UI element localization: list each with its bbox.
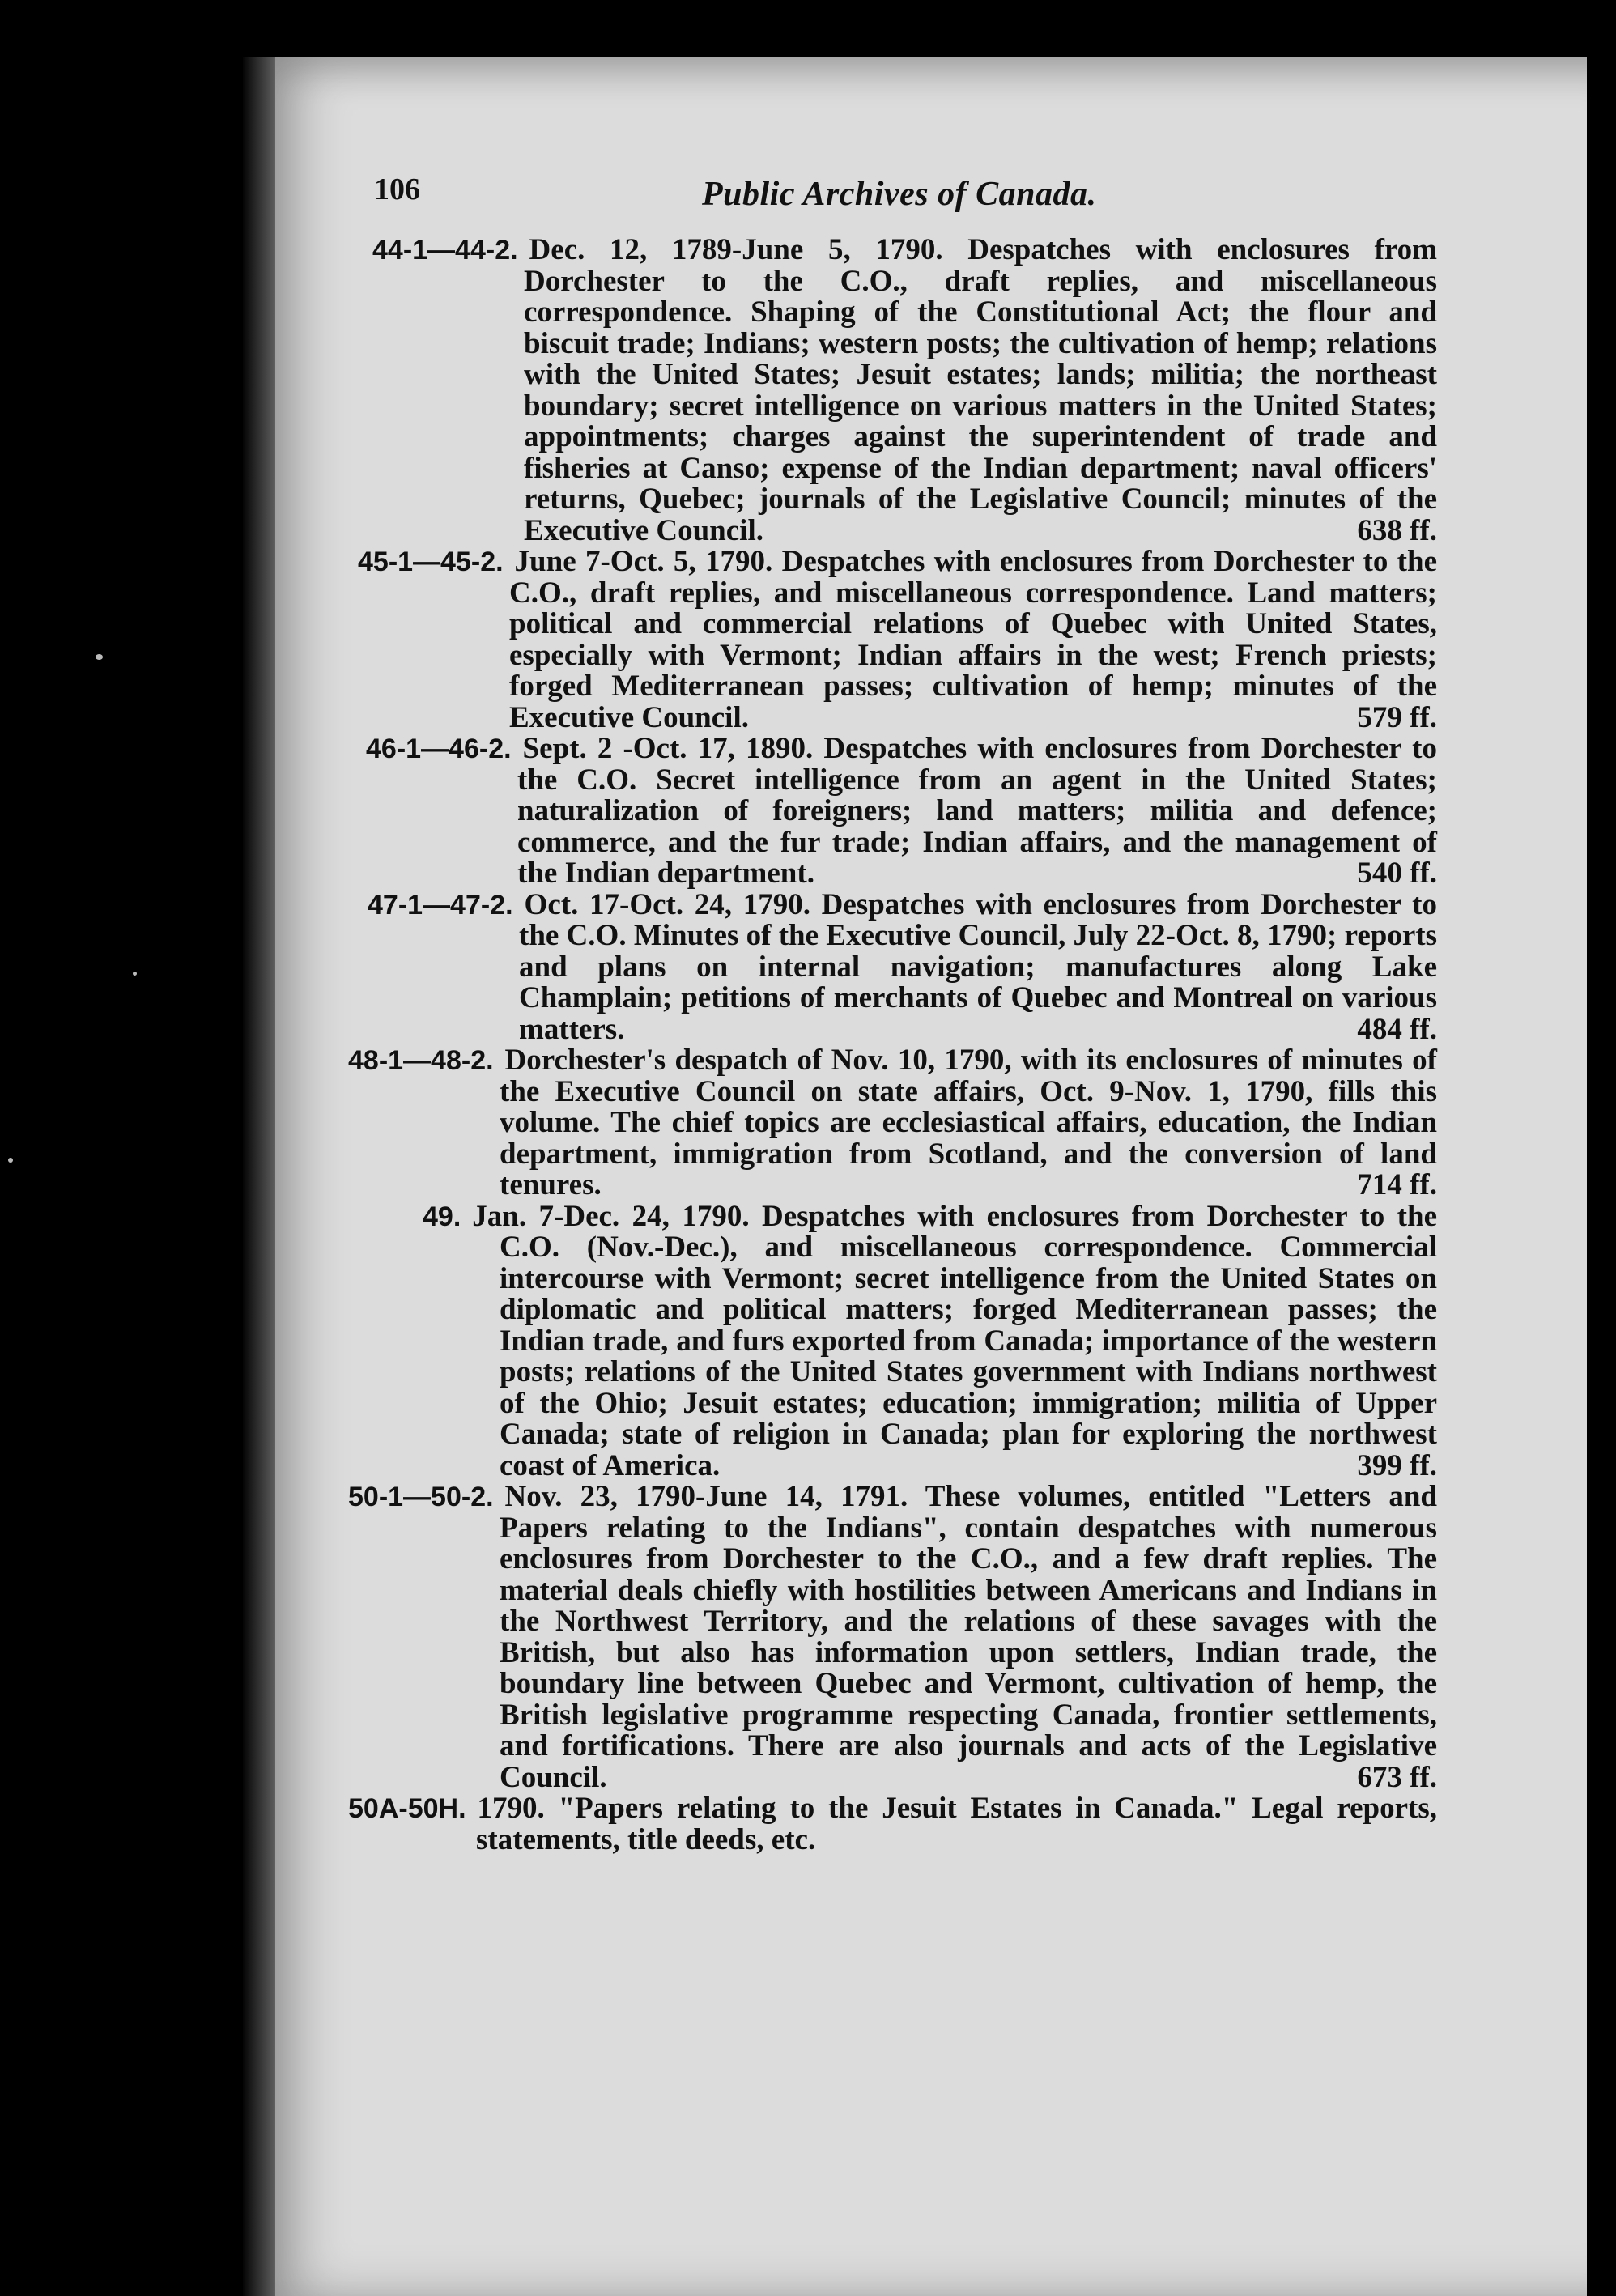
entry-description: Dec. 12, 1789-June 5, 1790. Despatches with enclosures from Dorchester to the C.O., draft replies, and miscellaneous correspondence. Shaping of the Constitutional Act; the flour and biscuit trade; Indians; western posts; the cultivation of hemp; relations with the United States; Jesuit estates; lands; militia; the northeast boundary; secret intelligence on various matters in the United States; appointments; charges against the superintendent of trade and fisheries at Canso; expense of the Indian department; naval officers' returns, Quebec; journals of the Legislative Council; minutes of the Executive Council.	[524, 233, 1437, 547]
entry-description: Jan. 7-Dec. 24, 1790. Despatches with enclosures from Dorchester to the C.O. (Nov.-Dec.), and miscellaneous correspondence. Commercial intercourse with Vermont; secret intelligence from the United States on diplomatic and political matters; forged Mediterranean passes; the Indian trade, and furs exported from Canada; importance of the western posts; relations of the United States government with Indians northwest of the Ohio; Jesuit estates; education; immigration; militia of Upper Canada; state of religion in Canada; plan for exploring the northwest coast of America.	[472, 1199, 1437, 1482]
volume-id: 47-1—47-2.	[368, 889, 513, 921]
entry-description: Dorchester's despatch of Nov. 10, 1790, with its enclosures of minutes of the Executive Council on state affairs, Oct. 9-Nov. 1, 1790, fills this volume. The chief topics are ecclesiastical affairs, education, the Indian department, immigration from Scotland, and the conversion of land tenures.	[500, 1044, 1437, 1201]
volume-id: 50A-50H.	[348, 1793, 466, 1824]
entry-description: Oct. 17-Oct. 24, 1790. Despatches with enclosures from Dorchester to the C.O. Minutes of the Executive Council, July 22-Oct. 8, 1790; reports and plans on internal navigation; manufactures along Lake Champlain; petitions of merchants of Quebec and Montreal on various matters.	[519, 887, 1437, 1046]
entry-description: Nov. 23, 1790-June 14, 1791. These volumes, entitled "Letters and Papers relating to the Indians", contain despatches with numerous enclosures from Dorchester to the C.O., and a few draft replies. The material deals chiefly with hostilities between Americans and Indians in the Northwest Territory, and the relations of these savages with the British, but also has information upon settlers, Indian trade, the boundary line between Quebec and Vermont, cultivation of hemp, the British legislative programme respecting Canada, frontier settlements, and fortifications. There are also journals and acts of the Legislative Council.	[500, 1480, 1437, 1794]
entry-description: June 7-Oct. 5, 1790. Despatches with enclosures from Dorchester to the C.O., draft replies, and miscellaneous correspondence. Land matters; political and commercial relations of Quebec with United States, especially with Vermont; Indian affairs in the west; French priests; forged Mediterranean passes; cultivation of hemp; minutes of the Executive Council.	[509, 545, 1437, 734]
calendar-entry	[423, 1201, 1437, 1482]
calendar-entry	[366, 733, 1437, 890]
calendar-entry	[358, 546, 1437, 733]
volume-id: 48-1—48-2.	[348, 1045, 494, 1076]
volume-id: 50-1—50-2.	[348, 1482, 494, 1512]
folio-count: 714 ff.	[1357, 1168, 1437, 1201]
calendar-entry	[372, 235, 1437, 546]
calendar-entry	[348, 1045, 1437, 1201]
page-header	[374, 172, 1443, 220]
calendar-entry	[368, 887, 1437, 1046]
folio-count: 399 ff.	[1357, 1448, 1437, 1482]
scan-speck	[96, 654, 103, 660]
scan-border	[1587, 0, 1616, 2296]
calendar-entries	[348, 235, 1437, 1856]
folio-count: 540 ff.	[1357, 857, 1437, 890]
folio-count: 579 ff.	[1357, 700, 1437, 734]
scan-speck	[133, 972, 137, 976]
calendar-entry	[348, 1482, 1437, 1793]
volume-id: 49.	[423, 1201, 461, 1232]
volume-id: 46-1—46-2.	[366, 733, 512, 764]
folio-count: 673 ff.	[1357, 1760, 1437, 1794]
running-head: Public Archives of Canada.	[702, 176, 1097, 213]
folio-count: 484 ff.	[1357, 1012, 1437, 1046]
folio-count: 638 ff.	[1357, 513, 1437, 547]
entry-description: 1790. "Papers relating to the Jesuit Estates in Canada." Legal reports, statements, title deeds, etc.	[476, 1792, 1437, 1856]
volume-id: 44-1—44-2.	[372, 235, 518, 266]
page-number: 106	[374, 172, 420, 206]
scan-speck	[8, 1158, 13, 1163]
calendar-entry	[348, 1793, 1437, 1856]
volume-id: 45-1—45-2.	[358, 546, 504, 577]
entry-description: Sept. 2 -Oct. 17, 1890. Despatches with enclosures from Dorchester to the C.O. Secret intelligence from an agent in the United States; naturalization of foreigners; land matters; militia and defence; commerce, and the fur trade; Indian affairs, and the management of the Indian department.	[517, 732, 1437, 890]
